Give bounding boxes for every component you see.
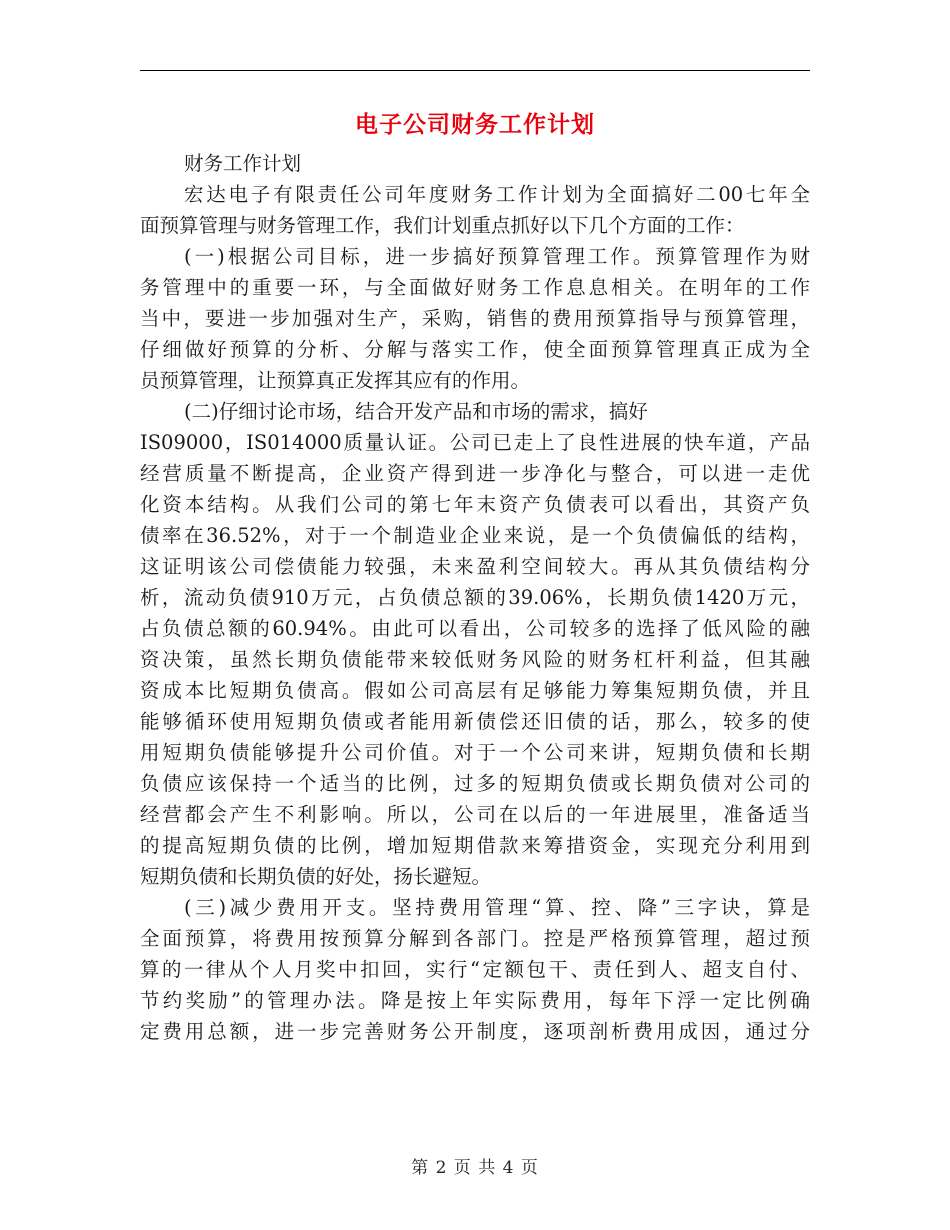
paragraph-line: 节约奖励”的管理办法。降是按上年实际费用，每年下浮一定比例确 (140, 989, 810, 1012)
paragraph-line: 占负债总额的60.94%。由此可以看出，公司较多的选择了低风险的融 (140, 617, 810, 640)
paragraph-line: 的提高短期负债的比例，增加短期借款来筹措资金，实现充分利用到 (140, 834, 810, 857)
document-title: 电子公司财务工作计划 (355, 111, 595, 138)
paragraph-line: 当中，要进一步加强对生产，采购，销售的费用预算指导与预算管理， (140, 307, 810, 330)
paragraph-line: 这证明该公司偿债能力较强，未来盈利空间较大。再从其负债结构分 (140, 555, 810, 578)
paragraph-intro (140, 179, 810, 241)
paragraph-line: 资决策，虽然长期负债能带来较低财务风险的财务杠杆利益，但其融 (140, 648, 810, 671)
paragraph-line: 资成本比短期负债高。假如公司高层有足够能力筹集短期负债，并且 (140, 679, 810, 702)
paragraph-line: 债率在36.52%，对于一个制造业企业来说，是一个负债偏低的结构， (140, 524, 810, 547)
paragraph-line: 负债应该保持一个适当的比例，过多的短期负债或长期负债对公司的 (140, 772, 810, 795)
paragraph-line: 全面预算，将费用按预算分解到各部门。控是严格预算管理，超过预 (140, 927, 810, 950)
paragraph-line: 宏达电子有限责任公司年度财务工作计划为全面搞好二00七年全 (184, 183, 810, 206)
header-rule (140, 70, 810, 71)
paragraph-line: 务管理中的重要一环，与全面做好财务工作息息相关。在明年的工作 (140, 276, 810, 299)
paragraph-section-1 (140, 241, 810, 396)
paragraph-line: 员预算管理，让预算真正发挥其应有的作用。 (140, 369, 531, 392)
paragraph-line: 财务工作计划 (184, 152, 302, 175)
paragraph-line: 析，流动负债910万元，占负债总额的39.06%，长期负债1420万元， (140, 586, 810, 609)
paragraph-line: (三)减少费用开支。坚持费用管理“算、控、降”三字诀，算是 (184, 896, 810, 919)
paragraph-line: 算的一律从个人月奖中扣回，实行“定额包干、责任到人、超支自付、 (140, 958, 810, 981)
paragraph-line: 仔细做好预算的分析、分解与落实工作，使全面预算管理真正成为全 (140, 338, 810, 361)
paragraph-line: (二)仔细讨论市场，结合开发产品和市场的需求，搞好 (184, 400, 648, 423)
paragraph-section-3 (140, 892, 810, 1047)
paragraph-line: 化资本结构。从我们公司的第七年末资产负债表可以看出，其资产负 (140, 493, 810, 516)
paragraph-line: 短期负债和长期负债的好处，扬长避短。 (140, 865, 492, 888)
document-body (140, 148, 810, 1047)
paragraph-line: 经营都会产生不利影响。所以，公司在以后的一年进展里，准备适当 (140, 803, 810, 826)
paragraph-line: 经营质量不断提高，企业资产得到进一步净化与整合，可以进一走优 (140, 462, 810, 485)
paragraph-line: 面预算管理与财务管理工作，我们计划重点抓好以下几个方面的工作： (140, 214, 745, 237)
paragraph-line: (一)根据公司目标，进一步搞好预算管理工作。预算管理作为财 (184, 245, 810, 268)
paragraph-line: 定费用总额，进一步完善财务公开制度，逐项剖析费用成因，通过分 (140, 1020, 810, 1043)
page-number-footer: 第 2 页 共 4 页 (411, 1158, 539, 1178)
paragraph-line: IS09000，IS014000质量认证。公司已走上了良性进展的快车道，产品 (140, 431, 810, 454)
paragraph-line: 能够循环使用短期负债或者能用新债偿还旧债的话，那么，较多的使 (140, 710, 810, 733)
paragraph-section-2 (140, 396, 810, 892)
paragraph-line: 用短期负债能够提升公司价值。对于一个公司来讲，短期负债和长期 (140, 741, 810, 764)
paragraph-heading (140, 148, 810, 179)
